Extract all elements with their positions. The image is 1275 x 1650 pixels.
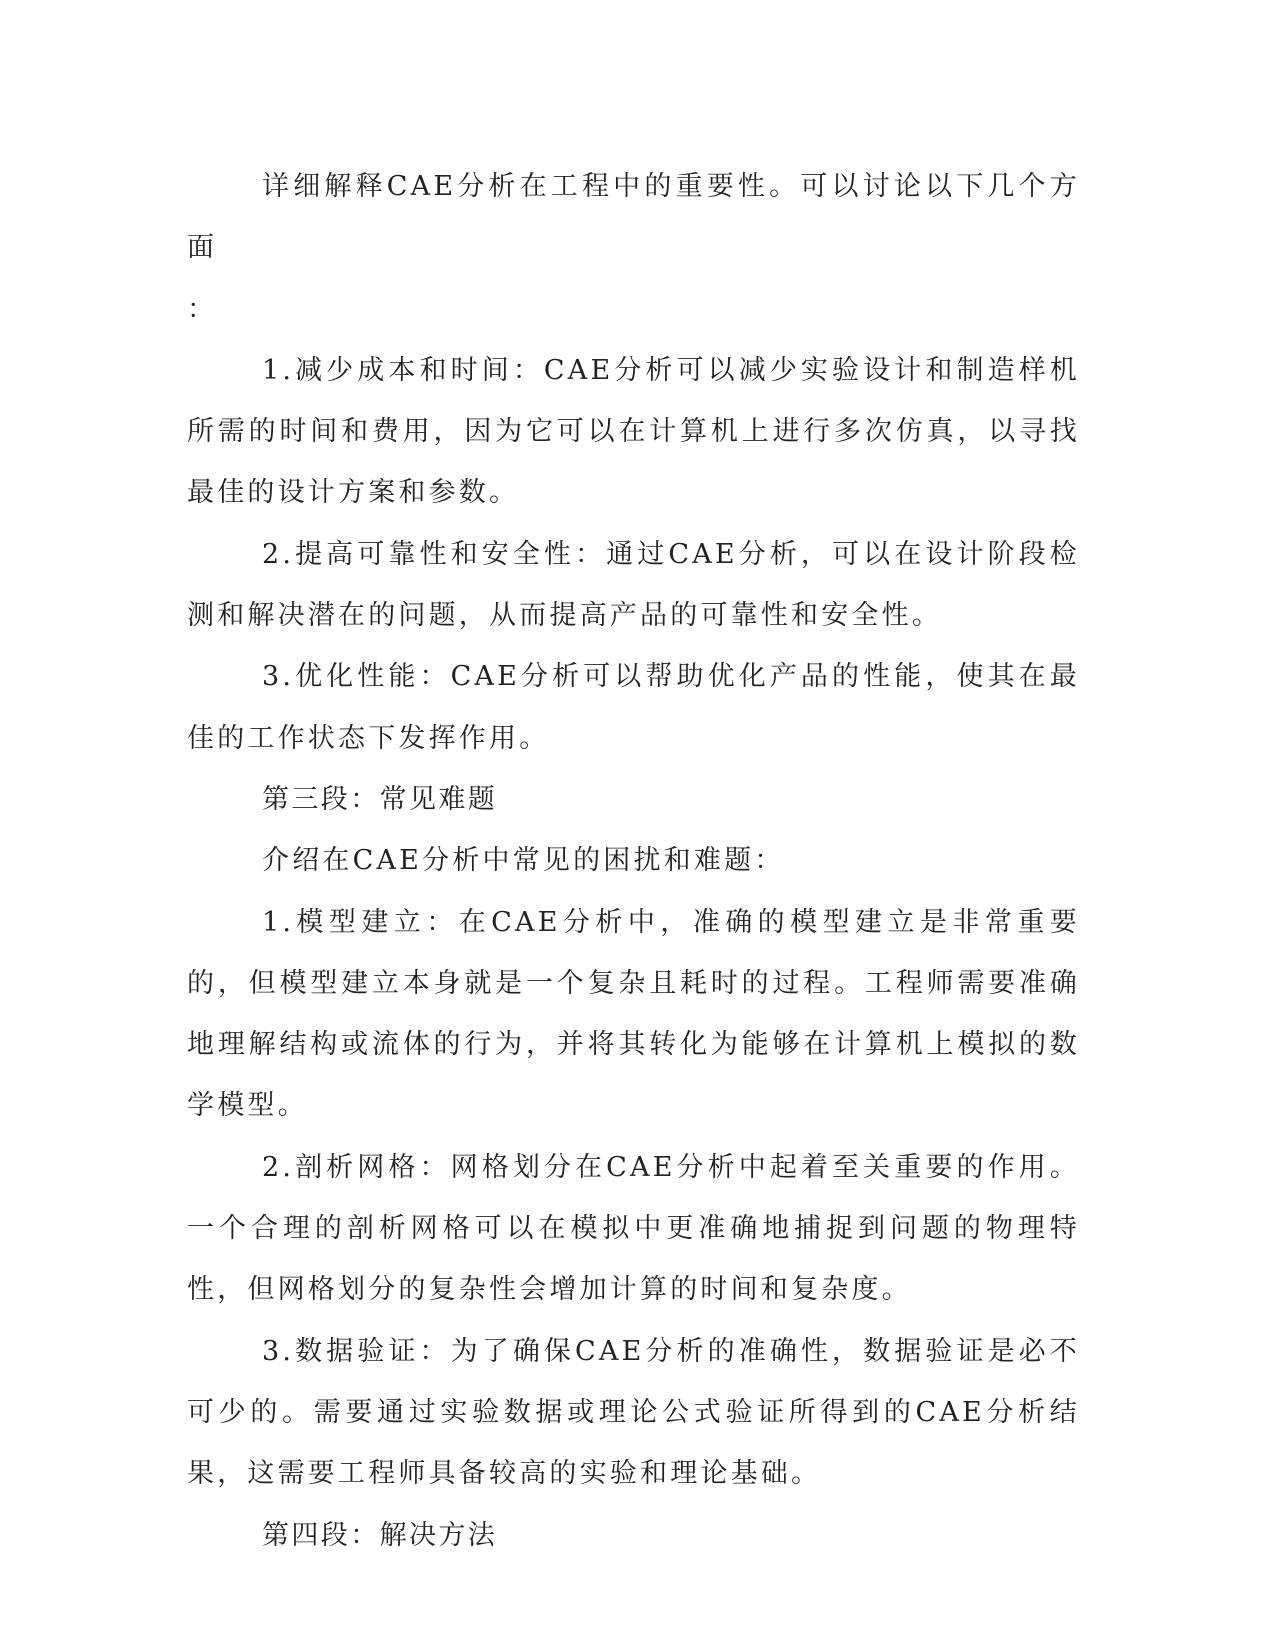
paragraph-point-2: 2.提高可靠性和安全性：通过CAE分析，可以在设计阶段检测和解决潜在的问题，从而提高产品的可靠性和安全性。 bbox=[187, 538, 1080, 632]
section-heading-4: 第四段：解决方法 bbox=[262, 1519, 498, 1551]
section-heading-3: 第三段：常见难题 bbox=[262, 783, 498, 815]
paragraph-difficulties-intro: 介绍在CAE分析中常见的困扰和难题： bbox=[262, 845, 785, 877]
paragraph-point-3: 3.优化性能：CAE分析可以帮助优化产品的性能，使其在最佳的工作状态下发挥作用。 bbox=[187, 661, 1080, 754]
paragraph-colon: ： bbox=[187, 293, 218, 325]
paragraph-intro: 详细解释CAE分析在工程中的重要性。可以讨论以下几个方面 bbox=[187, 171, 1080, 264]
document-body bbox=[187, 156, 1080, 1566]
paragraph-difficulty-3: 3.数据验证：为了确保CAE分析的准确性，数据验证是必不可少的。需要通过实验数据或理论公式验证所得到的CAE分析结果，这需要工程师具备较高的实验和理论基础。 bbox=[187, 1335, 1080, 1490]
paragraph-difficulty-2: 2.剖析网格：网格划分在CAE分析中起着至关重要的作用。一个合理的剖析网格可以在模拟中更准确地捕捉到问题的物理特性，但网格划分的复杂性会增加计算的时间和复杂度。 bbox=[187, 1151, 1080, 1306]
paragraph-difficulty-1: 1.模型建立：在CAE分析中，准确的模型建立是非常重要的，但模型建立本身就是一个复杂且耗时的过程。工程师需要准确地理解结构或流体的行为，并将其转化为能够在计算机上模拟的数学模型。 bbox=[187, 906, 1080, 1122]
paragraph-point-1: 1.减少成本和时间：CAE分析可以减少实验设计和制造样机所需的时间和费用，因为它可以在计算机上进行多次仿真，以寻找最佳的设计方案和参数。 bbox=[187, 354, 1080, 509]
